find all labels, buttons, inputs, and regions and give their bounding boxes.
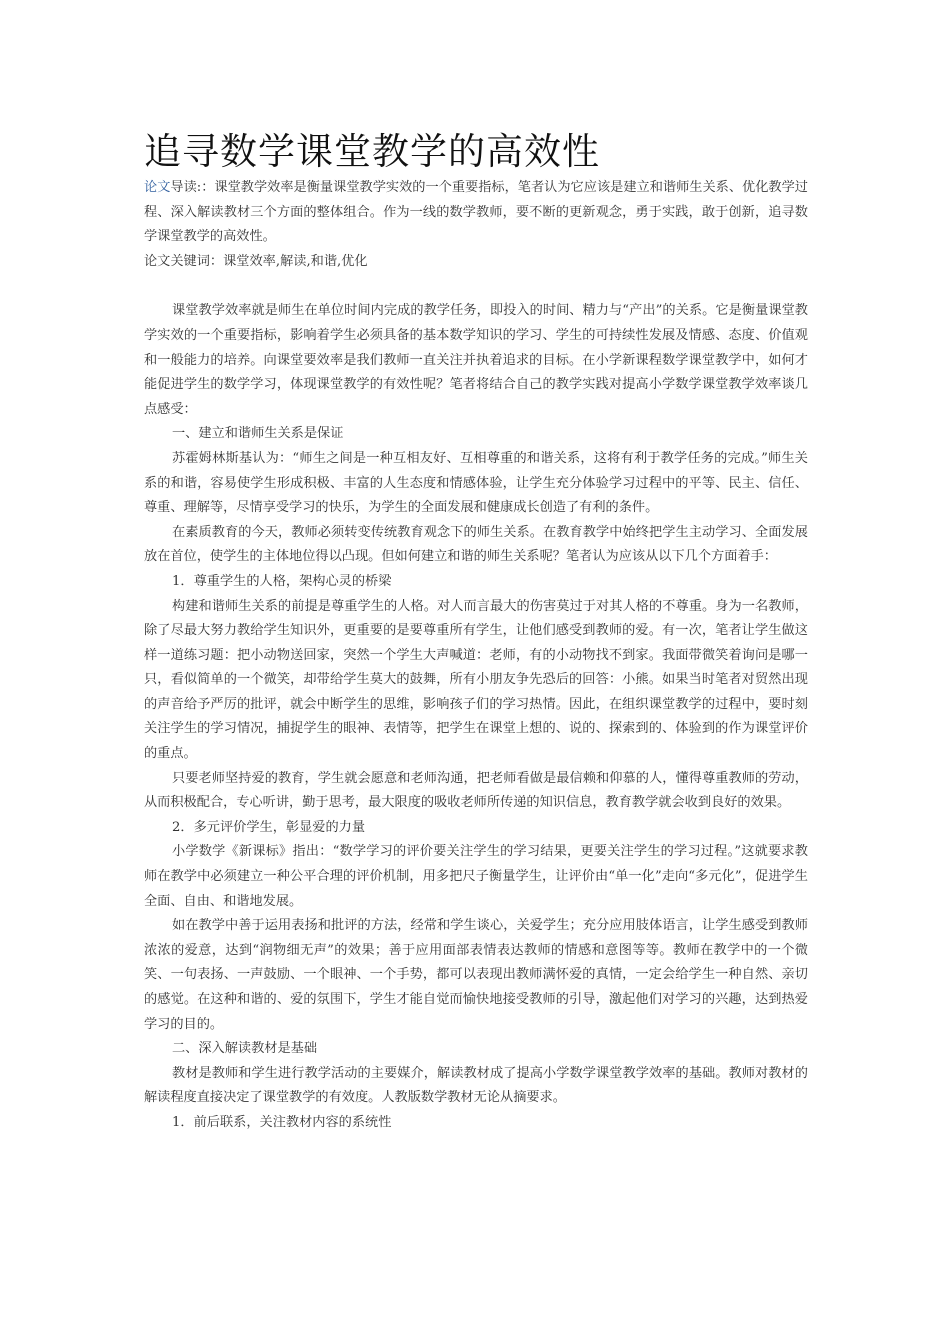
subsection-heading: 2．多元评价学生，彰显爱的力量 [172,819,366,835]
intro-link[interactable]: 论文 [144,180,171,195]
body-paragraph: 课堂教学效率就是师生在单位时间内完成的教学任务，即投入的时间、精力与“产出”的关系。它是衡量课堂教学实效的一个重要指标，影响着学生必须具备的基本数学知识的学习、学生的可持续性发展及情感、态度、价值观和一般能力的培养。向课堂要效率是我们教师一直关注并执着追求的目标。在小学新课程数学课堂教学中，如何才能促进学生的数学学习，体现课堂教学的有效性呢？笔者将结合自己的教学实践对提高小学数学课堂教学效率谈几点感受： [144,303,808,417]
intro-text: 导读:：课堂教学效率是衡量课堂教学实效的一个重要指标，笔者认为它应该是建立和谐师生关系、优化教学过程、深入解读教材三个方面的整体组合。作为一线的数学教师，要不断的更新观念，勇于实践，敢于创新，追寻数学课堂教学的高效性。 [144,180,808,245]
keywords-line: 论文关键词：课堂效率,解读,和谐,优化 [144,253,368,269]
body-paragraph: 只要老师坚持爱的教育，学生就会愿意和老师沟通，把老师看做是最信赖和仰慕的人，懂得尊重教师的劳动，从而积极配合，专心听讲，勤于思考，最大限度的吸收老师所传递的知识信息，教育教学就会收到良好的效果。 [144,770,808,811]
body-paragraph: 小学数学《新课标》指出：“数学学习的评价要关注学生的学习结果，更要关注学生的学习过程。”这就要求教师在教学中必须建立一种公平合理的评价机制，用多把尺子衡量学生，让评价由“单一化”走向“多元化”，促进学生全面、自由、和谐地发展。 [144,844,808,909]
subsection-heading: 1．前后联系，关注教材内容的系统性 [172,1114,392,1130]
intro-paragraph [144,176,808,250]
document-title: 追寻数学课堂教学的高效性 [144,130,600,173]
body-paragraph: 教材是教师和学生进行教学活动的主要媒介，解读教材成了提高小学数学课堂教学效率的基础。教师对教材的解读程度直接决定了课堂教学的有效度。人教版数学教材无论从摘要求。 [144,1065,808,1106]
section-heading: 二、深入解读教材是基础 [172,1041,318,1057]
body-paragraph: 构建和谐师生关系的前提是尊重学生的人格。对人而言最大的伤害莫过于对其人格的不尊重。身为一名教师，除了尽最大努力教给学生知识外，更重要的是要尊重所有学生，让他们感受到教师的爱。有一次，笔者让学生做这样一道练习题：把小动物送回家，突然一个学生大声喊道：老师，有的小动物找不到家。我面带微笑着询问是哪一只，看似简单的一个微笑，却带给学生莫大的鼓舞，所有小朋友争先恐后的回答：小熊。如果当时笔者对贸然出现的声音给予严厉的批评，就会中断学生的思维，影响孩子们的学习热情。因此，在组织课堂教学的过程中，要时刻关注学生的学习情况，捕捉学生的眼神、表情等，把学生在课堂上想的、说的、探索到的、体验到的作为课堂评价的重点。 [144,598,808,762]
body-paragraph: 在素质教育的今天，教师必须转变传统教育观念下的师生关系。在教育教学中始终把学生主动学习、全面发展放在首位，使学生的主体地位得以凸现。但如何建立和谐的师生关系呢？笔者认为应该从以下几个方面着手： [144,524,808,565]
subsection-heading: 1．尊重学生的人格，架构心灵的桥梁 [172,573,392,589]
body-paragraph: 如在教学中善于运用表扬和批评的方法，经常和学生谈心，关爱学生；充分应用肢体语言，让学生感受到教师浓浓的爱意，达到“润物细无声”的效果；善于应用面部表情表达教师的情感和意图等等。教师在教学中的一个微笑、一句表扬、一声鼓励、一个眼神、一个手势，都可以表现出教师满怀爱的真情，一定会给学生一种自然、亲切的感觉。在这种和谐的、爱的氛围下，学生才能自觉而愉快地接受教师的引导，激起他们对学习的兴趣，达到热爱学习的目的。 [144,918,808,1032]
section-heading: 一、建立和谐师生关系是保证 [172,426,344,442]
document-page [144,128,808,1136]
blank-line [144,274,808,299]
body-paragraph: 苏霍姆林斯基认为：“师生之间是一种互相友好、互相尊重的和谐关系，这将有利于教学任务的完成。”师生关系的和谐，容易使学生形成积极、丰富的人生态度和情感体验，让学生充分体验学习过程中的平等、民主、信任、尊重、理解等，尽情享受学习的快乐，为学生的全面发展和健康成长创造了有利的条件。 [144,450,808,516]
